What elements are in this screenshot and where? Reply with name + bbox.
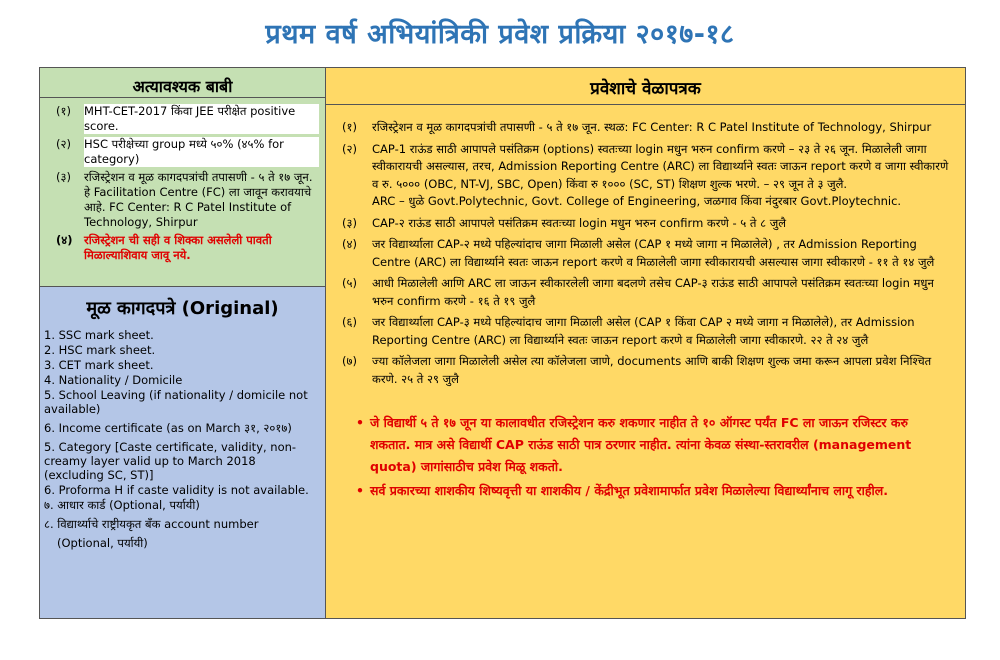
list-item: 5. Category [Caste certificate, validity, non-creamy layer valid up to March 2018 (excluding SC, ST)] [44, 440, 297, 482]
item-number: (६) [342, 315, 357, 329]
schedule-panel [325, 67, 966, 619]
list-item [334, 141, 951, 211]
note-text: सर्व प्रकारच्या शाशकीय शिष्यवृत्ती या शाशकीय / केंद्रीभूत प्रवेशामार्फात प्रवेश मिळालेल्या विद्यार्थ्यांनाच लागू राहील. [370, 483, 888, 498]
list-item: 4. Nationality / Domicile [44, 373, 183, 387]
list-item: ७. आधार कार्ड (Optional, पर्यायी) [44, 498, 200, 512]
essentials-list [40, 98, 325, 263]
note-text: जे विद्यार्थी ५ ते १७ जून या कालावधीत रजिस्ट्रेशन करु शकणार नाहीत ते १० ऑगस्ट पर्यंत FC ला जाऊन रजिस्टर करु शकतात. मात्र असे विद्यार्थी CAP राऊंड साठी पात्र ठरणार नाहीत. त्यांना केवळ संस्था-स्तरावरील (management quota) जागांसाठीच प्रवेश मिळू शकतो. [370, 415, 912, 474]
item-line: ARC – धुळे Govt.Polytechnic, Govt. College of Engineering, जळगाव किंवा नंदुरबार Govt.Ploytechnic. [372, 194, 902, 208]
documents-panel [39, 286, 326, 619]
item-text: रजिस्ट्रेशन व मूळ कागदपत्रांची तपासणी - ५ ते १७ जून. हे Facilitation Centre (FC) ला जावून करावयाचे आहे. FC Center: R C Patel Institute of Technology, Shirpur [84, 170, 313, 229]
item-number: (२) [342, 141, 357, 156]
item-number: (४) [56, 233, 73, 247]
item-number: (३) [56, 170, 71, 184]
list-item: 5. School Leaving (if nationality / domicile not available) [44, 388, 308, 416]
item-number: (५) [342, 276, 357, 290]
list-item [46, 233, 319, 263]
list-item [46, 137, 319, 167]
bullet-icon: • [356, 483, 364, 498]
list-item [334, 353, 951, 388]
bullet-icon: • [356, 415, 364, 430]
essentials-panel [39, 67, 326, 287]
item-text [372, 236, 951, 271]
schedule-heading: प्रवेशाचे वेळापत्रक [326, 68, 965, 105]
item-line: जर विद्यार्थ्याला CAP-३ मध्ये पहिल्यांदाच जागा मिळाली असेल (CAP १ किंवा CAP २ मध्ये जागा न मिळालेले), तर Admission Reporting Centre (ARC) ला विद्यार्थ्याने स्वतः जाऊन report करणे व मिळालेली जागा स्वीकारणे. २२ ते २४ जुलै [372, 315, 915, 347]
item-number: (२) [56, 137, 71, 151]
item-text [372, 275, 951, 310]
list-item [334, 215, 951, 233]
documents-heading: मूळ कागदपत्रे (Original) [86, 298, 279, 319]
item-text [372, 353, 951, 388]
list-item: 1. SSC mark sheet. [44, 328, 154, 342]
list-item [334, 275, 951, 310]
list-item [334, 314, 951, 349]
list-item: ८. विद्यार्थ्याचे राष्ट्रीयकृत बँक account number [44, 517, 259, 531]
documents-list [40, 324, 325, 550]
item-number: (७) [342, 354, 357, 368]
item-line: ज्या कॉलेजला जागा मिळालेली असेल त्या कॉलेजला जाणे, documents आणि बाकी शिक्षण शुल्क जमा करून आपला प्रवेश निश्चित करणे. २५ ते २९ जुलै [372, 354, 932, 386]
item-text: HSC परीक्षेच्या group मध्ये ५०% (४५% for category) [84, 137, 319, 167]
item-number: (१) [342, 120, 357, 134]
item-text [372, 215, 951, 233]
list-item [46, 104, 319, 134]
item-line: CAP-२ राऊंड साठी आपापले पसंतिक्रम स्वतःच्या login मधुन भरुन confirm करणे - ५ ते ८ जुलै [372, 215, 787, 230]
list-item-continuation: (Optional, पर्यायी) [57, 536, 148, 550]
item-line: रजिस्ट्रेशन व मूळ कागदपत्रांची तपासणी - ५ ते १७ जून. स्थळ: FC Center: R C Patel Institute of Technology, Shirpur [372, 120, 932, 134]
schedule-list [326, 105, 965, 388]
note-item [356, 412, 947, 478]
list-item [46, 170, 319, 230]
item-number: (४) [342, 237, 357, 251]
list-item: 2. HSC mark sheet. [44, 343, 156, 357]
list-item: 3. CET mark sheet. [44, 358, 154, 372]
list-item: 6. Income certificate (as on March ३१, २०१७) [44, 421, 292, 435]
list-item [334, 236, 951, 271]
item-text-warning: रजिस्ट्रेशन ची सही व शिक्का असलेली पावती मिळाल्याशिवाय जावू नये. [84, 233, 272, 262]
item-number: (३) [342, 215, 357, 230]
note-item [356, 480, 947, 502]
item-line: CAP-1 राऊंड साठी आपापले पसंतिक्रम (options) स्वतःच्या login मधुन भरुन confirm करणे – २३ ते २६ जून. मिळालेली जागा स्वीकारायची असल्यास, तरच, Admission Reporting Centre (ARC) ला विद्यार्थ्याने स्वतः जाऊन report करणे व जागा स्वीकारणे व रु. ५००० (OBC, NT-VJ, SBC, Open) किंवा रु १००० (SC, ST) शिक्षण शुल्क भरणे. – २९ जून ते ३ जुलै. [372, 141, 949, 191]
page-title: प्रथम वर्ष अभियांत्रिकी प्रवेश प्रक्रिया २०१७-१८ [265, 19, 735, 50]
item-text [372, 141, 951, 211]
item-line: जर विद्यार्थ्याला CAP-२ मध्ये पहिल्यांदाच जागा मिळाली असेल (CAP १ मध्ये जागा न मिळालेले) , तर Admission Reporting Centre (ARC) ला विद्यार्थ्याने स्वतः जाऊन report करणे व मिळालेली जागा स्वीकारायची असल्यास जागा स्वीकारणे - ११ ते १४ जुलै [372, 237, 935, 269]
item-line: आधी मिळालेली आणि ARC ला जाऊन स्वीकारलेली जागा बदलणे तसेच CAP-३ राऊंड साठी आपापले पसंतिक्रम स्वतःच्या login मधुन भरुन confirm करणे - १६ ते १९ जुलै [372, 276, 934, 308]
list-item: 6. Proforma H if caste validity is not available. [44, 483, 309, 497]
list-item [44, 536, 319, 550]
item-text [372, 119, 951, 137]
item-text: MHT-CET-2017 किंवा JEE परीक्षेत positive score. [84, 104, 319, 134]
list-item [334, 119, 951, 137]
item-text [372, 314, 951, 349]
item-number: (१) [56, 104, 71, 118]
essentials-heading: अत्यावश्यक बाबी [40, 68, 325, 98]
notes-list [326, 392, 965, 502]
